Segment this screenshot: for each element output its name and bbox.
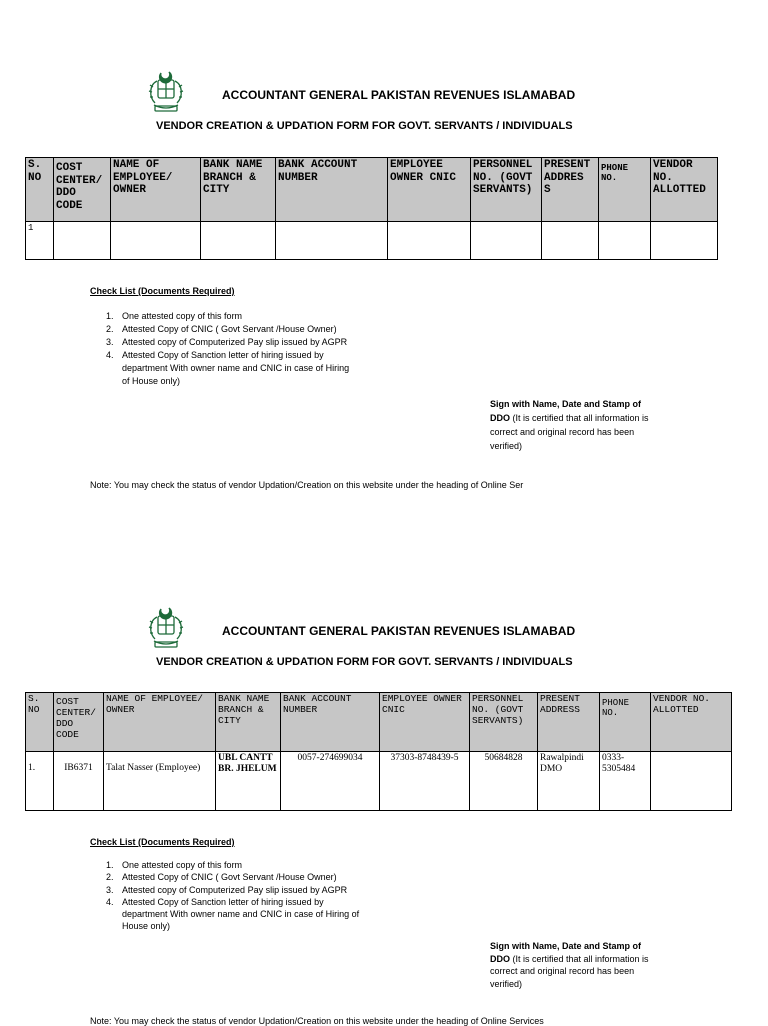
checklist <box>90 859 380 933</box>
list-item: 4. Attested Copy of Sanction letter of hiring issued by department With owner name and CNIC in case of Hiring of House only) <box>106 350 350 386</box>
cell-name <box>111 222 201 260</box>
cell-cost-center: IB6371 <box>54 752 104 811</box>
checklist <box>90 310 380 388</box>
header-cost-center: COST CENTER/ DDO CODE <box>54 158 111 222</box>
checklist-title: Check List (Documents Required) <box>90 286 235 296</box>
header-name: NAME OF EMPLOYEE/ OWNER <box>111 158 201 222</box>
form-title: VENDOR CREATION & UPDATION FORM FOR GOVT. SERVANTS / INDIVIDUALS <box>156 120 573 132</box>
table-row <box>26 222 718 260</box>
cell-address <box>542 222 599 260</box>
cell-address: Rawalpindi DMO <box>538 752 600 811</box>
org-title: ACCOUNTANT GENERAL PAKISTAN REVENUES ISLAMABAD <box>222 624 576 638</box>
cell-vendor-no <box>651 752 732 811</box>
checklist-title: Check List (Documents Required) <box>90 837 235 847</box>
cell-s-no: 1. <box>26 752 54 811</box>
header-vendor-no: VENDOR NO. ALLOTTED <box>651 693 732 752</box>
header-address: PRESENT ADDRESS <box>538 693 600 752</box>
header-address: PRESENT ADDRES S <box>542 158 599 222</box>
header-phone: PHONE NO. <box>599 158 651 222</box>
cell-cnic: 37303-8748439-5 <box>380 752 470 811</box>
header-s-no: S. NO <box>26 693 54 752</box>
header-vendor-no: VENDOR NO. ALLOTTED <box>651 158 718 222</box>
cell-personnel-no <box>471 222 542 260</box>
cell-bank-account: 0057-274699034 <box>281 752 380 811</box>
header-bank-account: BANK ACCOUNT NUMBER <box>281 693 380 752</box>
header-cnic: EMPLOYEE OWNER CNIC <box>380 693 470 752</box>
cell-cost-center <box>54 222 111 260</box>
org-title: ACCOUNTANT GENERAL PAKISTAN REVENUES ISLAMABAD <box>222 88 576 102</box>
header-bank-name: BANK NAME BRANCH & CITY <box>216 693 281 752</box>
cell-phone <box>599 222 651 260</box>
cell-bank-account <box>276 222 388 260</box>
header-phone: PHONE NO. <box>600 693 651 752</box>
vendor-table <box>25 157 718 260</box>
cell-personnel-no: 50684828 <box>470 752 538 811</box>
list-item: 1. One attested copy of this form <box>106 860 243 870</box>
list-item: 2. Attested Copy of CNIC ( Govt Servant /House Owner) <box>106 324 337 334</box>
cell-cnic <box>388 222 471 260</box>
header-cost-center: COST CENTER/ DDO CODE <box>54 693 104 752</box>
pakistan-emblem-icon <box>145 67 187 115</box>
header-name: NAME OF EMPLOYEE/ OWNER <box>104 693 216 752</box>
vendor-table <box>25 692 732 811</box>
header-bank-account: BANK ACCOUNT NUMBER <box>276 158 388 222</box>
cell-bank-name: UBL CANTT BR. JHELUM <box>216 752 281 811</box>
header-s-no: S. NO <box>26 158 54 222</box>
cell-name: Talat Nasser (Employee) <box>104 752 216 811</box>
cell-s-no: 1 <box>26 222 54 260</box>
cell-vendor-no <box>651 222 718 260</box>
header-bank-name: BANK NAME BRANCH & CITY <box>201 158 276 222</box>
form-title: VENDOR CREATION & UPDATION FORM FOR GOVT. SERVANTS / INDIVIDUALS <box>156 656 573 668</box>
table-row <box>26 752 732 811</box>
list-item: 3. Attested copy of Computerized Pay slip issued by AGPR <box>106 884 348 895</box>
list-item: 1. One attested copy of this form <box>106 311 243 321</box>
status-note: Note: You may check the status of vendor Updation/Creation on this website under the heading of Online Services <box>90 1016 544 1026</box>
pakistan-emblem-icon <box>145 603 187 651</box>
header-cnic: EMPLOYEE OWNER CNIC <box>388 158 471 222</box>
ddo-signature-block: Sign with Name, Date and Stamp of DDO (It is certified that all information is correct and original record has been verified) <box>490 941 649 989</box>
list-item: 4. Attested Copy of Sanction letter of hiring issued by department With owner name and CNIC in case of Hiring of House only) <box>106 896 360 932</box>
list-item: 3. Attested copy of Computerized Pay slip issued by AGPR <box>106 337 348 347</box>
list-item: 2. Attested Copy of CNIC ( Govt Servant /House Owner) <box>106 872 337 883</box>
cell-bank-name <box>201 222 276 260</box>
header-personnel-no: PERSONNEL NO. (GOVT SERVANTS) <box>471 158 542 222</box>
ddo-signature-block: Sign with Name, Date and Stamp of DDO (It is certified that all information is correct and original record has been verified) <box>490 399 649 451</box>
status-note: Note: You may check the status of vendor Updation/Creation on this website under the heading of Online Ser <box>90 480 524 490</box>
header-personnel-no: PERSONNEL NO. (GOVT SERVANTS) <box>470 693 538 752</box>
cell-phone: 0333-5305484 <box>600 752 651 811</box>
